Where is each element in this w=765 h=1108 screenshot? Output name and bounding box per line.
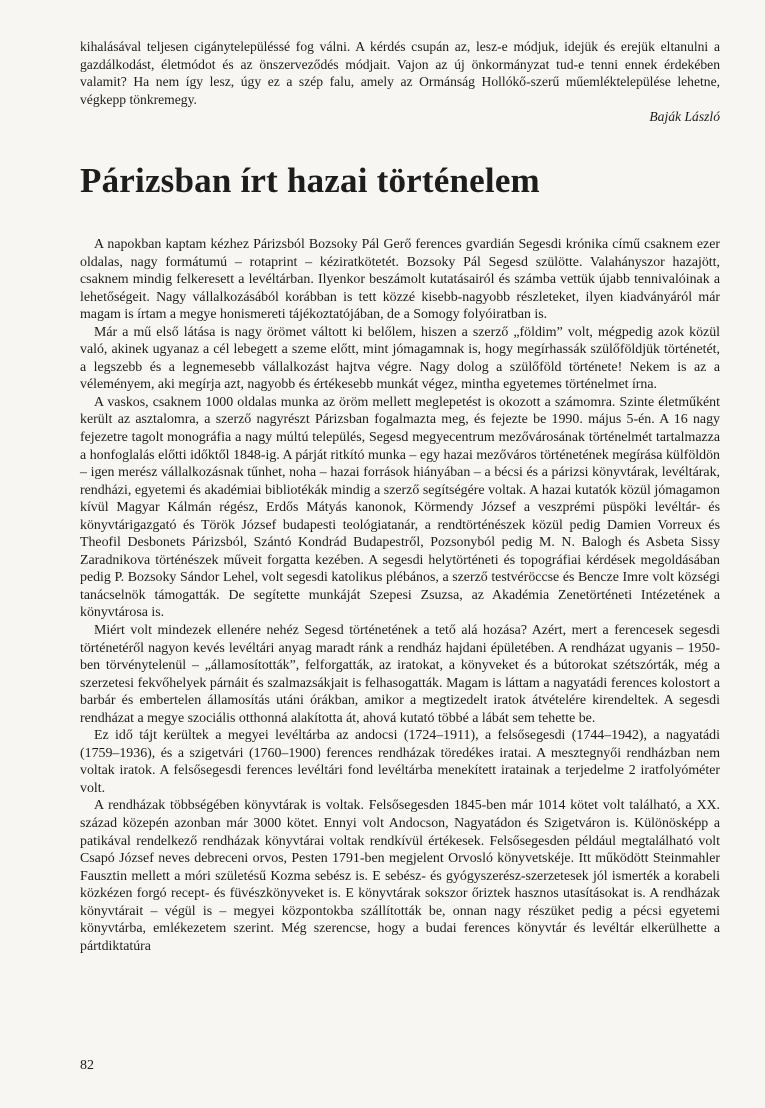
article-paragraph: A vaskos, csaknem 1000 oldalas munka az öröm mellett meglepetést is okozott a számomra. Szinte életműként került az asztalomra, a szerző nagyrészt Párizsban fogalmazta meg, és fejezte be 1990. május 5-én. A 16 nagy fejezetre tagolt monográfia a nagy múltú település, Segesd megyecentrum mezővárosának történelmét tartalmazza a honfoglalás előtti időktől 1848-ig. A párját ritkító munka – egy hazai mezőváros történetének megírása külföldön – igen merész vállalkozásnak tűnhet, noha – hazai források hiányában – a bécsi és a párizsi könyvtárak, levéltárak, rendházi, egyetemi és akadémiai bibliotékák mindig a szerző segítségére voltak. A hazai kutatók közül jómagamon kívül Magyar Kálmán régész, Erdős Mátyás kanonok, Körmendy József a veszprémi püspöki levéltár- és könyvtárigazgató és Török József budapesti teológiatanár, a rendtörténészek közül pedig Damien Vorreux és Theofil Desbonets Párizsból, Szántó Kondrád Budapestről, Pozsonyból pedig M. N. Balogh és Asbeta Sissy Zaradnikova történészek műveit forgatta kezében. A segesdi helytörténeti és topográfiai kérdések megoldásában pedig P. Bozsoky Sándor Lehel, volt segesdi katolikus plébános, a szerző testvéröccse és Bencze Imre volt községi tanácselnök támogatták. De segítette munkáját Szepesi Zsuzsa, az Akadémia Zenetörténeti Intézetének a könyvtárosa is. bbox=[80, 394, 720, 621]
page-number: 82 bbox=[80, 1058, 94, 1073]
article-paragraph: Miért volt mindezek ellenére nehéz Segesd történetének a tető alá hozása? Azért, mert a ferencesek segesdi történetéről nagyon kevés levéltári anyag maradt ránk a rendház hajdani épületében. A rendházat ugyanis – 1950-ben törvénytelenül – „államosították”, felforgatták, az iratokat, a könyveket és a bútorokat szétszórták, még a szerzetesi fekvőhelyek párnáit és szalmazsákjait is felhasogatták. Magam is láttam a nagyatádi ferences kolostort a barbár és embertelen államosítás utáni órákban, amikor a megtizedelt iratok átvételére kirendeltek. A segesdi rendházat a megye szociális otthonná alakította át, ahová kutató többé a lábát sem tehette be. bbox=[80, 623, 720, 726]
intro-signature: Baják László bbox=[649, 109, 720, 125]
article-paragraph: A napokban kaptam kézhez Párizsból Bozsoky Pál Gerő ferences gvardián Segesdi krónika című csaknem ezer oldalas, nagy formátumú – rotaprint – kéziratkötetét. Bozsoky Pál Segesd szülötte. Valahányszor hazajött, csaknem mindig felkeresett a levéltárban. Ilyenkor beszámolt kutatásairól és számba vettük újabb tennivalóinak a lehetőségeit. Nagy vállalkozásából korábban is tett közzé kisebb-nagyobb részleteket, ilyen kiadványáról már magam is írtam a megye honismereti tájékoztatójában, de a Somogy folyóiratban is. bbox=[80, 236, 720, 323]
article-body bbox=[80, 236, 720, 955]
article-paragraph: Ez idő tájt kerültek a megyei levéltárba az andocsi (1724–1911), a felsősegesdi (1744–1942), a nagyatádi (1759–1936), és a szigetvári (1760–1900) ferences rendházak töredékes iratai. A mesztegnyői rendházban nem voltak iratok. A felsősegesdi ferences levéltári fond levéltárba menekített iratainak a terjedelme 2 iratfolyóméter volt. bbox=[80, 728, 720, 796]
intro-paragraph: kihalásával teljesen cigánytelepüléssé fog válni. A kérdés csupán az, lesz-e módjuk, idejük és erejük eltanulni a gazdálkodást, életmódot és az önszerveződés módjait. Vajon az új önkormányzat tud-e tenni ennek érdekében valamit? Ha nem így lesz, úgy ez a szép falu, amely az Ormánság Hollókő-szerű műemléktelepülése lehetne, végkepp tönkremegy. bbox=[80, 39, 720, 107]
article-paragraph: A rendházak többségében könyvtárak is voltak. Felsősegesden 1845-ben már 1014 kötet volt található, a XX. század közepén azonban már 3000 kötet. Ennyi volt Andocson, Nagyatádon és Szigetváron is. Különösképp a patikával rendelkező rendházak könyvtárai voltak rendkívül értékesek. Felsősegesden például megtalálható volt Csapó József neves debreceni orvos, Pesten 1791-ben megjelent Orvosló könyvetskéje. Itt működött Steinmahler Fausztin mellett a móri születésű Kozma sebész is. E sebész- és gyógyszerész-szerzetesek jól ismerték a korabeli közkézen forgó recept- és füvészkönyveket is. E könyvtárak sokszor őriztek hasznos utasításokat is. A rendházak könyvtárait – végül is – megyei központokba szállították be, onnan nagy részüket pedig a pécsi egyetemi könyvtárba, emlékezetem szerint. Még szerencse, hogy a budai ferences könyvtár és levéltár elkerülhette a pártdiktatúra bbox=[80, 798, 720, 954]
page-content bbox=[80, 38, 720, 955]
article-title: Párizsban írt hazai történelem bbox=[80, 160, 540, 200]
article-paragraph: Már a mű első látása is nagy örömet váltott ki belőlem, hiszen a szerző „földim” volt, mégpedig azok közül való, akinek ugyanaz a cél lebegett a szeme előtt, mint jómagamnak is, hogy megírhassák szülőföldjük történetét, a legszebb és a legnemesebb vállalkozást hajtva végre. Nagy dolog a szülőföld története! Nekem is az a véleményem, aki megírja azt, nagyobb és értékesebb munkát végez, mintha egyetemes történelmet írna. bbox=[80, 324, 720, 393]
